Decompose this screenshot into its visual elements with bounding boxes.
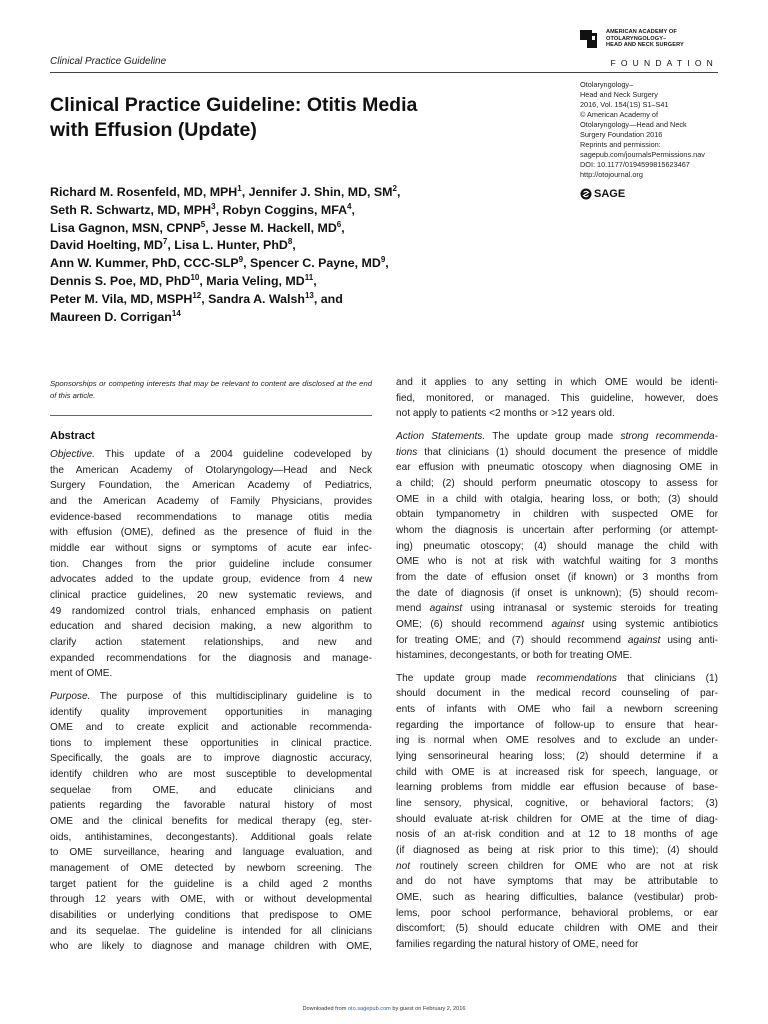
author-line: David Hoelting, $MD^7$, Lisa L. Hunter, PhD$^8$,	[50, 237, 296, 253]
text-line: to OME surveillance, hearing and language evaluation, and	[50, 847, 372, 859]
text-line: clinical practice guidelines, 20 new systematic reviews, and	[50, 589, 372, 601]
text-line: and do not have symptoms that may be attributable to	[396, 876, 718, 888]
logo-text: AMERICAN ACADEMY OF OTOLARYNGOLOGY– HEAD AND NECK SURGERY	[606, 29, 684, 49]
text-line: Purpose. The purpose of this multidisciplinary guideline is to	[50, 690, 372, 702]
author-line: Ann W. Kummer, PhD, CCC-SLP$^9$, Spencer C. Payne, $MD^9$,	[50, 255, 389, 271]
text-line: should evaluate at-risk children for OME at the time of diag-	[396, 813, 718, 825]
text-line: fied, monitored, or managed. This guideline, however, does	[396, 392, 718, 404]
article-title: Clinical Practice Guideline: Otitis Media with Effusion (Update)	[50, 94, 418, 141]
text-line: tions to implement these opportunities in clinical practice.	[50, 737, 372, 749]
text-line: child with OME is at increased risk for speech, language, or	[396, 766, 718, 778]
text-line: clarify action statement relationships, and new and	[50, 636, 372, 648]
text-line: OME, such as hearing difficulties, balance (vestibular) prob-	[396, 892, 718, 903]
header-rule	[50, 72, 718, 73]
text-line: evidence-based recommendations to manage otitis media	[50, 511, 372, 523]
text-line: and its sequelae. The guideline is intended for all clinicians	[50, 925, 372, 937]
logo-foundation-text: FOUNDATION	[610, 58, 718, 68]
paragraph-gap	[50, 682, 372, 689]
journal-info-line: Otolaryngology—Head and Neck	[580, 120, 687, 129]
journal-info-line: DOI: 10.1177/0194599815623467	[580, 160, 690, 169]
author-line: Maureen D. Corrigan$^{14}$	[50, 308, 181, 324]
text-line: OME in a child with otalgia, hearing loss, or both; (3) should	[396, 493, 718, 505]
text-line: The update group made recommendations that clinicians (1)	[396, 672, 718, 684]
abstract-heading: Abstract	[50, 430, 95, 442]
text-line: ing) pneumatic otoscopy; (4) should manage the child with	[396, 540, 718, 552]
sponsorship-note: Sponsorships or competing interests that may be relevant to content are disclosed at the end of this article.	[50, 379, 372, 400]
text-line: mend against using intranasal or systemic steroids for treating	[396, 603, 718, 615]
text-line: who are likely to diagnose and manage children with OME,	[50, 941, 372, 953]
text-line: expanded recommendations for the diagnosis and manage-	[50, 652, 372, 664]
text-line: ear effusion with pneumatic otoscopy when diagnosing OME in	[396, 462, 718, 474]
text-line: middle ear without signs or symptoms of acute ear infec-	[50, 542, 372, 554]
text-line: OME; (6) should recommend against using systemic antibiotics	[396, 618, 718, 630]
text-line: and the American Academy of Family Physicians, provides	[50, 495, 372, 507]
text-line: tion. Changes from the prior guideline include consumer	[50, 558, 372, 570]
download-footer: Downloaded from oto.sagepub.com by guest on February 2, 2016	[302, 1006, 466, 1012]
text-line: sequelae from OME, and educate clinicians and	[50, 784, 372, 796]
footer-link[interactable]: oto.sagepub.com	[347, 1006, 391, 1012]
text-line: lying sensorineural hearing loss; (2) should determine if a	[396, 751, 718, 763]
text-line: target patient for the guideline is a child aged 2 months	[50, 878, 372, 890]
abstract-column-left	[50, 447, 372, 955]
journal-info	[580, 80, 730, 180]
text-line: should document in the medical record counseling of par-	[396, 688, 718, 700]
text-line: nosis of an at-risk condition and at 12 to 18 months of age	[396, 829, 718, 841]
journal-info-line: Reprints and permission:	[580, 140, 661, 149]
journal-info-line: Surgery Foundation 2016	[580, 130, 663, 139]
paragraph-gap	[396, 664, 718, 671]
abstract-column-right	[396, 375, 718, 953]
author-line: Richard M. Rosenfeld, MD, MPH$^1$, Jennifer J. Shin, MD, $SM^2$,	[50, 183, 401, 199]
text-line: oids, antihistamines, decongestants). Additional goals relate	[50, 831, 372, 843]
sage-logo	[580, 188, 625, 200]
text-line: Action Statements. The update group made strong recommenda-	[396, 430, 719, 442]
text-line: disabilities or underlying conditions that predispose to OME	[50, 910, 372, 922]
text-line: with effusion (OME), defined as the presence of fluid in the	[50, 527, 372, 539]
text-line: ents of infants with OME who fail a newborn screening	[396, 704, 718, 716]
publisher-name: SAGE	[594, 188, 626, 200]
text-line: Specifically, the goals are to improve diagnostic accuracy,	[50, 753, 372, 765]
journal-info-line: sagepub.com/journalsPermissions.nav	[580, 150, 705, 159]
text-line: OME and the clinical benefits for medical therapy (eg, ster-	[50, 816, 372, 828]
journal-info-line: http://otojournal.org	[580, 170, 643, 179]
text-line: 49 randomized control trials, enhanced emphasis on patient	[50, 605, 372, 617]
author-line: Peter M. Vila, MD, MSPH$^{12}$, Sandra A. Walsh$^{13}$, and	[50, 290, 343, 306]
text-line: patients regarding the favorable natural history of most	[50, 800, 372, 812]
author-line: Lisa Gagnon, MSN, CPNP$^5$, Jesse M. Hackell, $MD^6$,	[50, 219, 345, 235]
sage-circle-icon	[580, 188, 592, 200]
text-line: advocates added to the update group, evidence from 4 new	[50, 574, 372, 586]
text-line: line sensory, physical, cognitive, or behavioral factors; (3)	[396, 798, 718, 810]
aao-hns-foundation-logo	[578, 28, 718, 70]
text-line: histamines, decongestants, or both for treating OME.	[396, 650, 633, 662]
text-line: for treating OME; and (7) should recommend against using anti-	[396, 634, 718, 646]
text-line: a child; (2) should perform pneumatic otoscopy to assess for	[396, 477, 718, 489]
text-line: discomfort; (5) should educate children with OME and their	[396, 923, 718, 935]
author-line: Dennis S. Poe, MD, PhD$^{10}$, Maria Veling, MD$^{11}$,	[50, 272, 317, 288]
text-line: from the date of effusion onset (if known) or 3 months from	[396, 571, 718, 583]
text-line: tions that clinicians (1) should document the presence of middle	[396, 446, 718, 458]
author-list	[50, 184, 520, 326]
text-line: identify children who are most susceptible to developmental	[50, 769, 372, 781]
text-line: ing is normal when OME resolves and to exclude an under-	[396, 735, 718, 747]
text-line: education and shared decision making, a new algorithm to	[50, 621, 372, 633]
text-line: not apply to patients <2 months or >12 years old.	[396, 408, 615, 420]
text-line: not routinely screen children for OME who are not at risk	[396, 860, 718, 872]
logo-mark-icon	[578, 28, 600, 50]
author-line: Seth R. Schwartz, MD, MPH$^3$, Robyn Coggins, MFA$^4$,	[50, 201, 355, 217]
text-line: ment of OME.	[50, 668, 113, 680]
text-line: OME who is not at risk with watchful waiting for 3 months	[396, 556, 718, 568]
text-line: and it applies to any setting in which OME would be identi-	[396, 377, 718, 388]
text-line: OME and to create explicit and actionable recommenda-	[50, 722, 372, 734]
journal-info-line: © American Academy of	[580, 110, 658, 119]
paragraph-gap	[396, 422, 718, 429]
text-line: learning problems from middle ear effusion because of base-	[396, 782, 718, 794]
journal-info-line: Head and Neck Surgery	[580, 90, 658, 99]
text-line: (if diagnosed as being at risk prior to this time); (4) should	[396, 845, 718, 857]
text-line: regarding the importance of follow-up to ensure that hear-	[396, 719, 718, 731]
text-line: Surgery Foundation, the American Academy of Pediatrics,	[50, 480, 372, 492]
text-line: obtain tympanometry in children with suspected OME for	[396, 509, 718, 521]
note-rule	[50, 415, 372, 416]
text-line: management of OME detected by newborn screening. The	[50, 863, 372, 875]
text-line: identify quality improvement opportunities in managing	[50, 706, 372, 718]
text-line: Objective. This update of a 2004 guideline codeveloped by	[50, 449, 372, 460]
text-line: families regarding the natural history of OME, need for	[396, 938, 639, 950]
text-line: whom the diagnosis is uncertain after performing (or attempt-	[396, 524, 718, 536]
text-line: lems, poor school performance, behavioral problems, or ear	[396, 907, 718, 919]
text-line: through 12 years with OME, with or without developmental	[50, 894, 372, 906]
running-header: Clinical Practice Guideline	[50, 56, 167, 67]
journal-info-line: Otolaryngology–	[580, 80, 634, 89]
text-line: the American Academy of Otolaryngology—Head and Neck	[50, 464, 372, 476]
text-line: the date of diagnosis (if onset is unknown); (5) should recom-	[396, 587, 718, 599]
journal-info-line: 2016, Vol. 154(1S) S1–S41	[580, 100, 669, 109]
